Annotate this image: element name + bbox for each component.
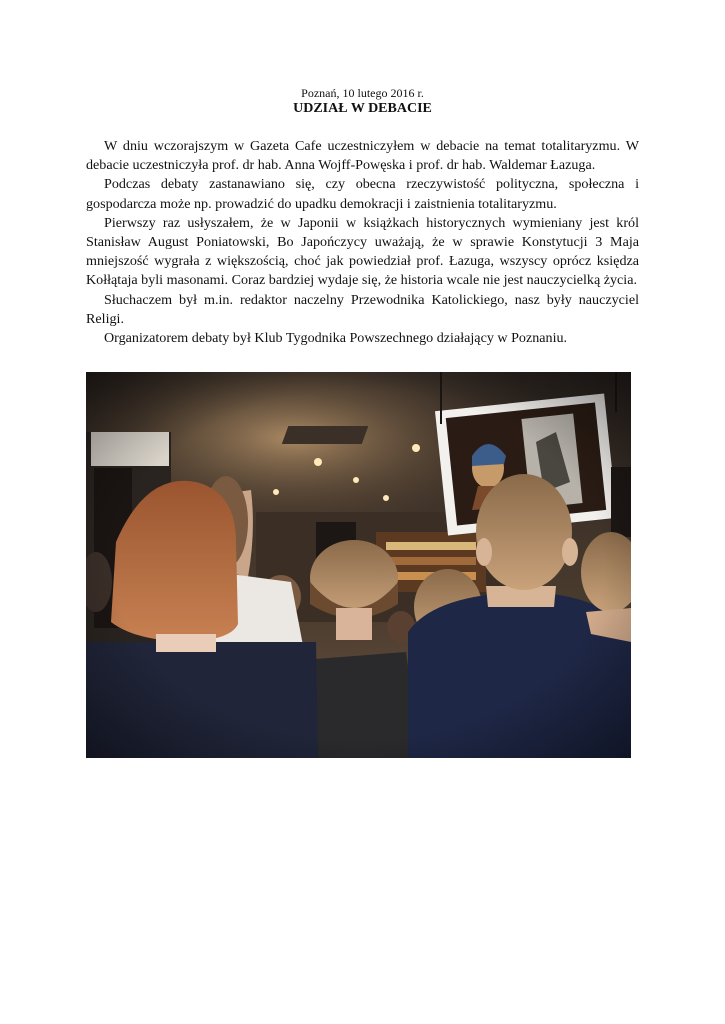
document-title: UDZIAŁ W DEBACIE [293,101,432,116]
paragraph-4: Słuchaczem był m.in. redaktor naczelny Przewodnika Katolickiego, nasz były nauczyciel Religi. [86,291,639,327]
paragraph-1: W dniu wczorajszym w Gazeta Cafe uczestniczyłem w debacie na temat totalitaryzmu. W debacie uczestniczyła prof. dr hab. Anna Wojff-Powęska i prof. dr hab. Waldemar Łazuga. [86,138,639,174]
paragraph-3: Pierwszy raz usłyszałem, że w Japonii w książkach historycznych wymieniany jest król Stanisław August Poniatowski, Bo Japończycy uważają, że w sprawie Konstytucji 3 Maja mniejszość wygrała z większością, choć jak powiedział prof. Łazuga, wszyscy oprócz księdza Kołłątaja byli masonami. Coraz bardziej wydaje się, że historia wcale nie jest nauczycielką życia. [86,214,639,289]
paragraph-2: Podczas debaty zastanawiano się, czy obecna rzeczywistość polityczna, społeczna i gospodarcza może np. prowadzić do upadku demokracji i zaistnienia totalitaryzmu. [86,176,639,212]
paragraph-5: Organizatorem debaty był Klub Tygodnika Powszechnego działający w Poznaniu. [104,330,568,347]
dateline: Poznań, 10 lutego 2016 r. [301,86,424,100]
document-body [86,137,639,348]
audience-photo [86,372,631,758]
audience-photo-drawing [86,372,631,758]
